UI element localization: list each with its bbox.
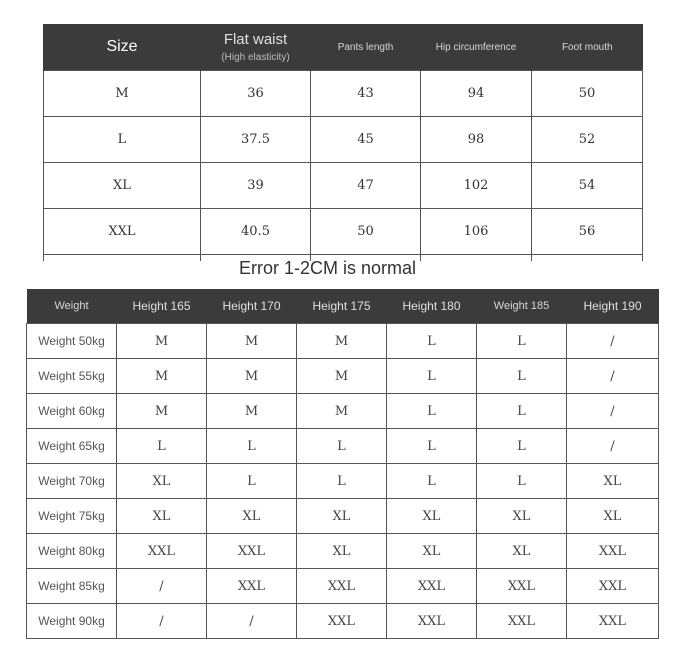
length-cell: 43 bbox=[311, 71, 421, 117]
size-recommendation-cell: XL bbox=[117, 464, 207, 499]
foot-cell: 56 bbox=[532, 209, 643, 255]
size-recommendation-cell: L bbox=[477, 359, 567, 394]
size-recommendation-cell: L bbox=[477, 429, 567, 464]
size-recommendation-cell: XXL bbox=[477, 569, 567, 604]
size-row bbox=[44, 209, 643, 255]
fit-row bbox=[27, 359, 659, 394]
size-recommendation-cell: M bbox=[297, 324, 387, 359]
fit-table-body bbox=[27, 324, 659, 639]
fit-row bbox=[27, 394, 659, 429]
size-recommendation-cell: M bbox=[297, 394, 387, 429]
size-recommendation-cell: / bbox=[117, 604, 207, 639]
size-row bbox=[44, 163, 643, 209]
header-height-175: Height 175 bbox=[297, 289, 387, 324]
size-recommendation-cell: XL bbox=[567, 499, 659, 534]
size-recommendation-cell: L bbox=[297, 464, 387, 499]
size-recommendation-cell: XXL bbox=[297, 569, 387, 604]
size-recommendation-cell: L bbox=[117, 429, 207, 464]
length-cell: 47 bbox=[311, 163, 421, 209]
size-recommendation-cell: XXL bbox=[567, 569, 659, 604]
size-recommendation-cell: L bbox=[387, 359, 477, 394]
size-recommendation-cell: L bbox=[387, 429, 477, 464]
header-height-180: Height 180 bbox=[387, 289, 477, 324]
weight-label: Weight 55kg bbox=[27, 359, 117, 394]
header-weight-185: Weight 185 bbox=[477, 289, 567, 324]
size-recommendation-cell: L bbox=[387, 394, 477, 429]
header-foot-mouth: Foot mouth bbox=[532, 24, 643, 71]
size-recommendation-cell: / bbox=[567, 324, 659, 359]
length-cell: 45 bbox=[311, 117, 421, 163]
fit-row bbox=[27, 464, 659, 499]
fit-row bbox=[27, 604, 659, 639]
size-recommendation-cell: L bbox=[477, 464, 567, 499]
weight-label: Weight 70kg bbox=[27, 464, 117, 499]
size-recommendation-cell: XXL bbox=[207, 569, 297, 604]
header-hip-circumference: Hip circumference bbox=[421, 24, 532, 71]
size-recommendation-cell: L bbox=[207, 429, 297, 464]
measurement-note: Error 1-2CM is normal bbox=[238, 258, 417, 278]
weight-label: Weight 80kg bbox=[27, 534, 117, 569]
size-recommendation-cell: XL bbox=[387, 499, 477, 534]
size-recommendation-cell: XL bbox=[477, 499, 567, 534]
weight-label: Weight 90kg bbox=[27, 604, 117, 639]
size-recommendation-cell: XL bbox=[567, 464, 659, 499]
header-height-170: Height 170 bbox=[207, 289, 297, 324]
fit-row bbox=[27, 499, 659, 534]
weight-label: Weight 75kg bbox=[27, 499, 117, 534]
header-flat-waist bbox=[201, 24, 311, 71]
size-recommendation-cell: L bbox=[207, 464, 297, 499]
size-chart-table bbox=[43, 24, 643, 261]
size-recommendation-cell: M bbox=[117, 394, 207, 429]
weight-label: Weight 60kg bbox=[27, 394, 117, 429]
size-cell: XXL bbox=[44, 209, 201, 255]
size-recommendation-cell: XXL bbox=[477, 604, 567, 639]
size-recommendation-cell: XXL bbox=[207, 534, 297, 569]
size-recommendation-cell: M bbox=[207, 394, 297, 429]
size-recommendation-cell: / bbox=[567, 359, 659, 394]
foot-cell: 50 bbox=[532, 71, 643, 117]
size-recommendation-table bbox=[26, 289, 659, 639]
waist-cell: 36 bbox=[201, 71, 311, 117]
size-recommendation-cell: M bbox=[297, 359, 387, 394]
size-recommendation-cell: M bbox=[117, 359, 207, 394]
waist-cell: 40.5 bbox=[201, 209, 311, 255]
size-recommendation-cell: XL bbox=[207, 499, 297, 534]
hip-cell: 98 bbox=[421, 117, 532, 163]
size-recommendation-cell: M bbox=[207, 359, 297, 394]
size-recommendation-cell: L bbox=[387, 324, 477, 359]
size-recommendation-cell: / bbox=[117, 569, 207, 604]
fit-row bbox=[27, 569, 659, 604]
weight-label: Weight 85kg bbox=[27, 569, 117, 604]
header-pants-length: Pants length bbox=[311, 24, 421, 71]
foot-cell: 52 bbox=[532, 117, 643, 163]
size-row bbox=[44, 71, 643, 117]
size-recommendation-cell: XL bbox=[387, 534, 477, 569]
size-recommendation-cell: XXL bbox=[567, 604, 659, 639]
hip-cell: 94 bbox=[421, 71, 532, 117]
size-cell: XL bbox=[44, 163, 201, 209]
size-recommendation-cell: / bbox=[207, 604, 297, 639]
size-recommendation-cell: M bbox=[207, 324, 297, 359]
header-weight: Weight bbox=[27, 289, 117, 324]
weight-label: Weight 50kg bbox=[27, 324, 117, 359]
header-flat-waist-note: (High elasticity) bbox=[221, 52, 290, 63]
size-recommendation-cell: / bbox=[567, 394, 659, 429]
size-recommendation-cell: M bbox=[117, 324, 207, 359]
size-recommendation-cell: L bbox=[387, 464, 477, 499]
size-chart-header-row bbox=[44, 24, 643, 71]
length-cell: 50 bbox=[311, 209, 421, 255]
size-recommendation-cell: L bbox=[477, 394, 567, 429]
size-recommendation-cell: XXL bbox=[387, 569, 477, 604]
header-flat-waist-label: Flat waist bbox=[223, 31, 288, 48]
size-recommendation-cell: XL bbox=[477, 534, 567, 569]
hip-cell: 102 bbox=[421, 163, 532, 209]
size-recommendation-cell: XXL bbox=[387, 604, 477, 639]
size-recommendation-cell: XL bbox=[117, 499, 207, 534]
foot-cell: 54 bbox=[532, 163, 643, 209]
size-cell: L bbox=[44, 117, 201, 163]
size-cell: M bbox=[44, 71, 201, 117]
size-recommendation-cell: / bbox=[567, 429, 659, 464]
size-recommendation-cell: L bbox=[477, 324, 567, 359]
size-row bbox=[44, 117, 643, 163]
size-recommendation-cell: XXL bbox=[297, 604, 387, 639]
size-recommendation-cell: XXL bbox=[117, 534, 207, 569]
waist-cell: 37.5 bbox=[201, 117, 311, 163]
fit-row bbox=[27, 429, 659, 464]
fit-row bbox=[27, 324, 659, 359]
fit-header-row bbox=[27, 289, 659, 324]
size-recommendation-cell: L bbox=[297, 429, 387, 464]
hip-cell: 106 bbox=[421, 209, 532, 255]
weight-label: Weight 65kg bbox=[27, 429, 117, 464]
size-recommendation-cell: XXL bbox=[567, 534, 659, 569]
fit-row bbox=[27, 534, 659, 569]
size-recommendation-cell: XL bbox=[297, 534, 387, 569]
header-size: Size bbox=[44, 24, 201, 71]
header-height-190: Height 190 bbox=[567, 289, 659, 324]
header-height-165: Height 165 bbox=[117, 289, 207, 324]
size-recommendation-cell: XL bbox=[297, 499, 387, 534]
waist-cell: 39 bbox=[201, 163, 311, 209]
